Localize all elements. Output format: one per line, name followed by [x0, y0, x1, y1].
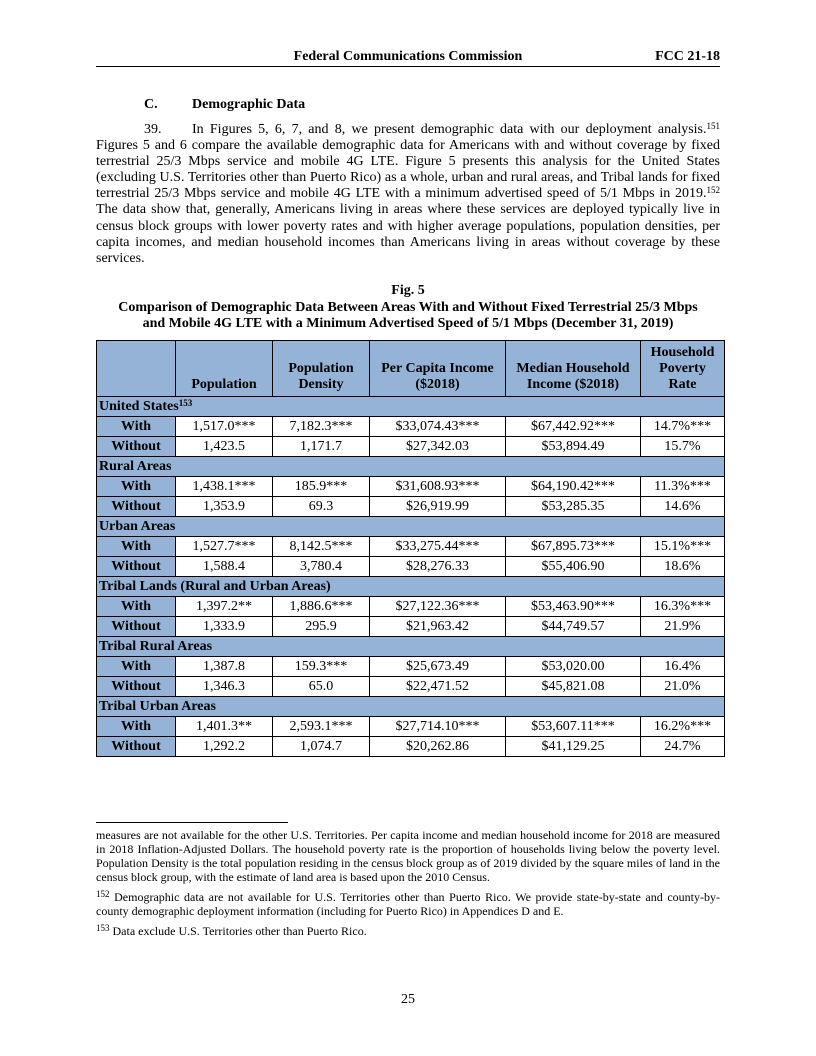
section-title: Demographic Data — [192, 97, 306, 112]
header-median-household-income: Median Household Income ($2018) — [506, 341, 641, 397]
section-label: Urban Areas — [97, 517, 725, 537]
footnote-151-continued: measures are not available for the other U.S. Territories. Per capita income and median household income for 2018 are measured in 2018 Inflation-Adjusted Dollars. The household poverty rate is the proportion of households living below the poverty level. Population Density is the total population residing in the census block group as of 2019 divided by the square miles of land in the census block group, with the estimate of land area is based upon the 2010 Census. — [96, 828, 720, 884]
footnote-ref-152: 152 — [706, 185, 720, 196]
cell-population: 1,353.9 — [176, 497, 273, 517]
section-label: Tribal Urban Areas — [97, 697, 725, 717]
row-label: With — [97, 597, 176, 617]
table-section-row — [97, 577, 725, 597]
row-label: Without — [97, 617, 176, 637]
cell-density: 7,182.3*** — [273, 417, 370, 437]
table-row — [97, 677, 725, 697]
cell-population: 1,397.2** — [176, 597, 273, 617]
footnote-153-number: 153 — [96, 923, 110, 933]
cell-poverty: 21.0% — [641, 677, 725, 697]
table-row — [97, 437, 725, 457]
row-label: With — [97, 417, 176, 437]
cell-poverty: 16.2%*** — [641, 717, 725, 737]
section-letter: C. — [144, 97, 158, 112]
row-label: Without — [97, 737, 176, 757]
section-label: United States$^{153}$ — [97, 397, 725, 417]
cell-median: $53,020.00 — [506, 657, 641, 677]
cell-density: 159.3*** — [273, 657, 370, 677]
header-population-density: Population Density — [273, 341, 370, 397]
footnote-separator — [96, 822, 288, 823]
row-label: With — [97, 657, 176, 677]
table-section-row — [97, 637, 725, 657]
cell-income: $25,673.49 — [370, 657, 506, 677]
cell-income: $21,963.42 — [370, 617, 506, 637]
cell-median: $67,895.73*** — [506, 537, 641, 557]
row-label: Without — [97, 557, 176, 577]
footnote-ref-151: 151 — [706, 121, 720, 131]
paragraph-number: 39. — [144, 122, 162, 137]
section-label: Tribal Rural Areas — [97, 637, 725, 657]
cell-density: 2,593.1*** — [273, 717, 370, 737]
figure-label: Fig. 5 — [391, 283, 425, 298]
cell-income: $27,342.03 — [370, 437, 506, 457]
cell-poverty: 16.3%*** — [641, 597, 725, 617]
cell-population: 1,292.2 — [176, 737, 273, 757]
cell-income: $33,275.44*** — [370, 537, 506, 557]
cell-income: $28,276.33 — [370, 557, 506, 577]
cell-income: $31,608.93*** — [370, 477, 506, 497]
cell-median: $53,285.35 — [506, 497, 641, 517]
cell-median: $64,190.42*** — [506, 477, 641, 497]
table-row — [97, 717, 725, 737]
cell-population: 1,423.5 — [176, 437, 273, 457]
footnote-153 — [96, 924, 720, 938]
row-label: With — [97, 537, 176, 557]
cell-population: 1,401.3** — [176, 717, 273, 737]
header-population: Population — [176, 341, 273, 397]
paragraph-text-c: The data show that, generally, Americans living in areas where these services are deployed typically live in census block groups with lower poverty rates and with higher average populations, population densities, per capita incomes, and median household incomes than Americans living in areas without coverage by these services. — [96, 202, 720, 266]
table-row — [97, 597, 725, 617]
row-label: With — [97, 477, 176, 497]
cell-income: $20,262.86 — [370, 737, 506, 757]
footnote-152 — [96, 890, 720, 918]
cell-poverty: 16.4% — [641, 657, 725, 677]
cell-median: $45,821.08 — [506, 677, 641, 697]
page-number: 25 — [401, 992, 415, 1007]
cell-income: $22,471.52 — [370, 677, 506, 697]
table-row — [97, 417, 725, 437]
section-label: Tribal Lands (Rural and Urban Areas) — [97, 577, 725, 597]
cell-income: $33,074.43*** — [370, 417, 506, 437]
footnote-153-text: Data exclude U.S. Territories other than Puerto Rico. — [109, 924, 367, 938]
figure-title-line-1: Comparison of Demographic Data Between Areas With and Without Fixed Terrestrial 25/3 Mbps — [118, 299, 698, 315]
table-row — [97, 537, 725, 557]
cell-population: 1,527.7*** — [176, 537, 273, 557]
cell-income: $27,122.36*** — [370, 597, 506, 617]
cell-density: 8,142.5*** — [273, 537, 370, 557]
table-row — [97, 477, 725, 497]
cell-density: 1,886.6*** — [273, 597, 370, 617]
row-label: Without — [97, 437, 176, 457]
cell-median: $53,607.11*** — [506, 717, 641, 737]
section-heading — [144, 96, 305, 114]
paragraph-39 — [96, 122, 720, 267]
cell-density: 1,074.7 — [273, 737, 370, 757]
cell-median: $44,749.57 — [506, 617, 641, 637]
cell-density: 65.0 — [273, 677, 370, 697]
cell-density: 295.9 — [273, 617, 370, 637]
table-row — [97, 497, 725, 517]
cell-population: 1,333.9 — [176, 617, 273, 637]
cell-population: 1,438.1*** — [176, 477, 273, 497]
cell-density: 1,171.7 — [273, 437, 370, 457]
cell-population: 1,387.8 — [176, 657, 273, 677]
cell-median: $53,463.90*** — [506, 597, 641, 617]
table-section-row — [97, 457, 725, 477]
cell-poverty: 14.7%*** — [641, 417, 725, 437]
footnote-152-text: Demographic data are not available for U.S. Territories other than Puerto Rico. We provide state-by-state and county-by-county demographic deployment information (including for Puerto Rico) in Appendices D and E. — [96, 890, 720, 918]
header-per-capita-income: Per Capita Income ($2018) — [370, 341, 506, 397]
cell-median: $67,442.92*** — [506, 417, 641, 437]
cell-median: $41,129.25 — [506, 737, 641, 757]
cell-density: 185.9*** — [273, 477, 370, 497]
table-section-row — [97, 697, 725, 717]
row-label: Without — [97, 677, 176, 697]
table-row — [97, 557, 725, 577]
cell-population: 1,588.4 — [176, 557, 273, 577]
header-household-poverty-rate: Household Poverty Rate — [641, 341, 725, 397]
cell-income: $26,919.99 — [370, 497, 506, 517]
section-label: Rural Areas — [97, 457, 725, 477]
figure-title-block — [96, 283, 720, 333]
row-label: Without — [97, 497, 176, 517]
cell-poverty: 24.7% — [641, 737, 725, 757]
table-header-row — [97, 341, 725, 397]
cell-poverty: 14.6% — [641, 497, 725, 517]
cell-poverty: 15.1%*** — [641, 537, 725, 557]
cell-income: $27,714.10*** — [370, 717, 506, 737]
cell-poverty: 15.7% — [641, 437, 725, 457]
footnote-ref-153: 153 — [178, 398, 193, 408]
cell-median: $55,406.90 — [506, 557, 641, 577]
cell-median: $53,894.49 — [506, 437, 641, 457]
table-section-row — [97, 397, 725, 417]
table-section-row — [97, 517, 725, 537]
paragraph-text-a: In Figures 5, 6, 7, and 8, we present demographic data with our deployment analysis. — [192, 122, 707, 137]
page-header — [96, 48, 720, 67]
cell-poverty: 21.9% — [641, 617, 725, 637]
header-blank — [97, 341, 176, 397]
table-row — [97, 737, 725, 757]
row-label: With — [97, 717, 176, 737]
cell-density: 69.3 — [273, 497, 370, 517]
cell-poverty: 18.6% — [641, 557, 725, 577]
demographic-data-table — [96, 340, 725, 757]
document-id: FCC 21-18 — [655, 49, 720, 64]
agency-name: Federal Communications Commission — [293, 49, 523, 64]
figure-title-line-2: and Mobile 4G LTE with a Minimum Advertised Speed of 5/1 Mbps (December 31, 2019) — [142, 316, 674, 331]
cell-population: 1,517.0*** — [176, 417, 273, 437]
cell-poverty: 11.3%*** — [641, 477, 725, 497]
cell-population: 1,346.3 — [176, 677, 273, 697]
footnotes — [96, 828, 720, 944]
table-row — [97, 657, 725, 677]
paragraph-text-b: Figures 5 and 6 compare the available demographic data for Americans with and without coverage by fixed terrestrial 25/3 Mbps service and mobile 4G LTE. Figure 5 presents this analysis for the United States (excluding U.S. Territories other than Puerto Rico) as a whole, urban and rural areas, and Tribal lands for fixed terrestrial 25/3 Mbps service and mobile 4G LTE with a minimum advertised speed of 5/1 Mbps in 2019. — [96, 138, 720, 202]
cell-density: 3,780.4 — [273, 557, 370, 577]
table-row — [97, 617, 725, 637]
footnote-152-number: 152 — [96, 889, 110, 899]
